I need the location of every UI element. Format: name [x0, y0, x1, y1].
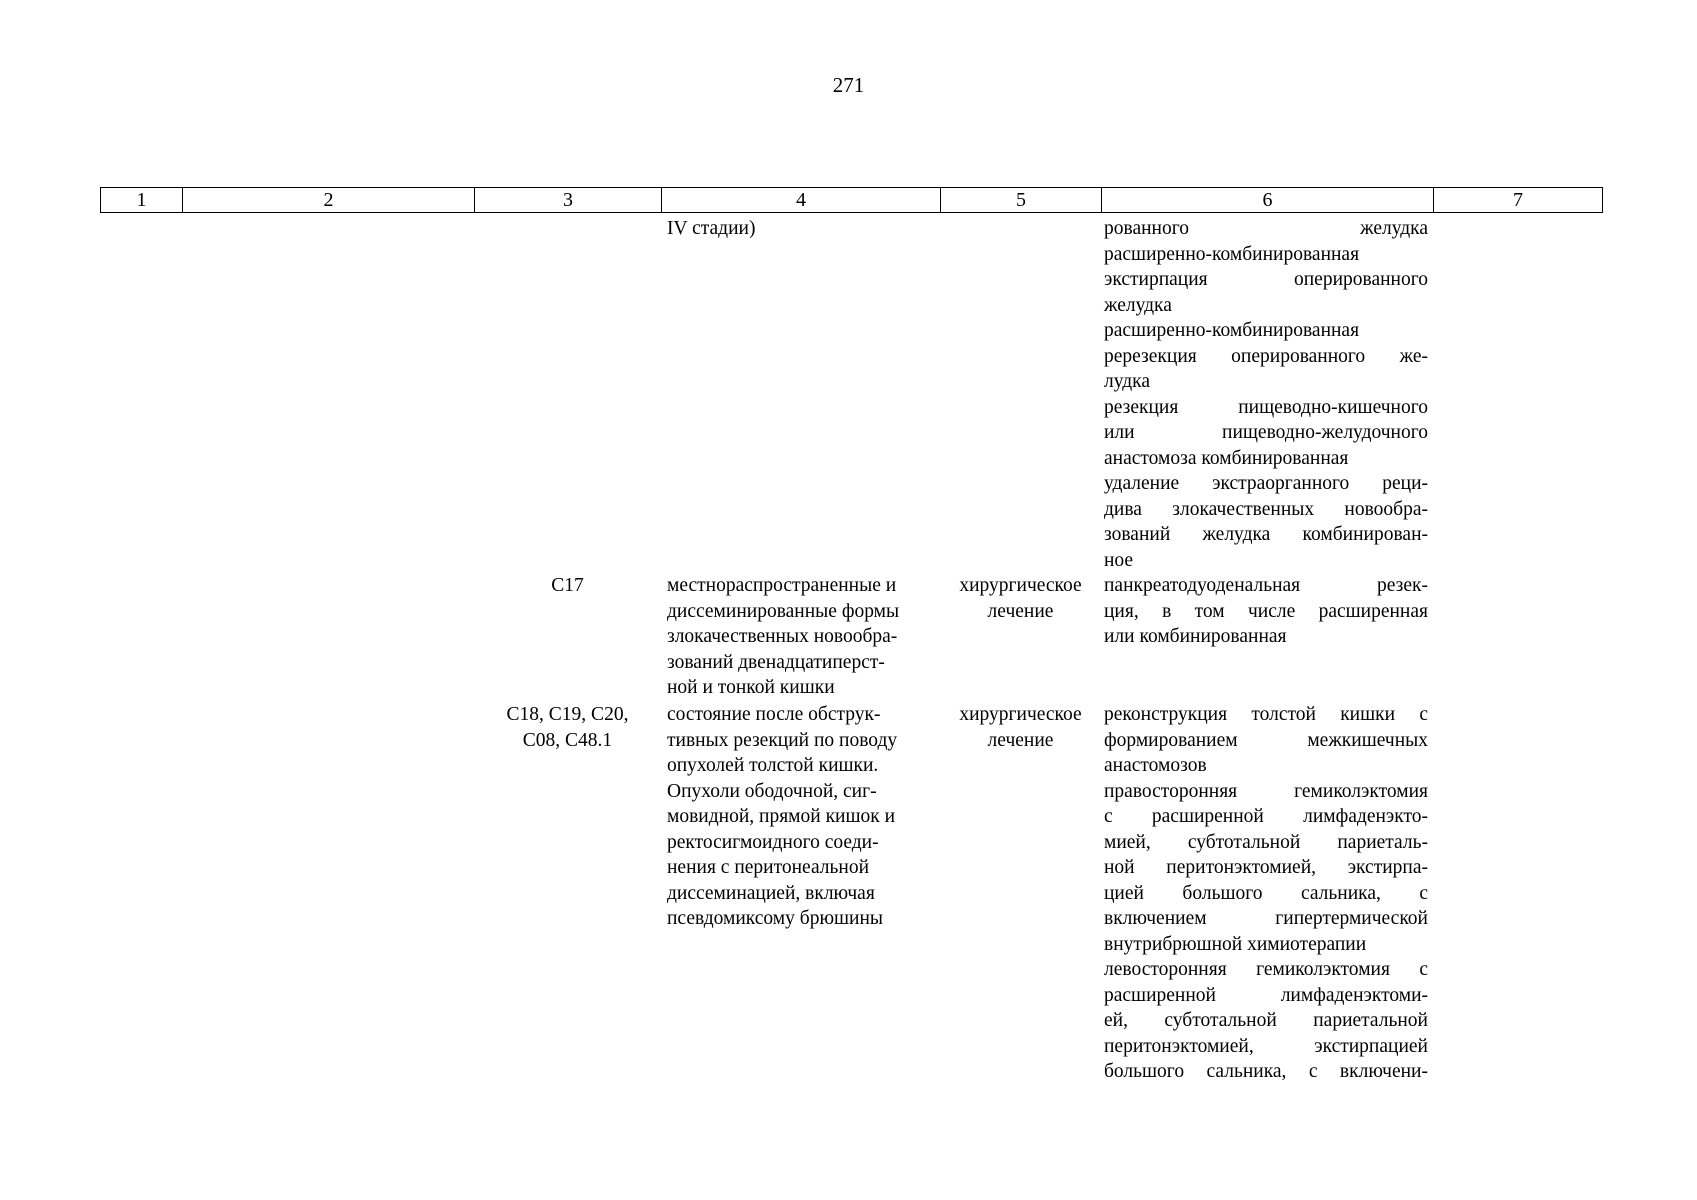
text-line: формированием межкишечных	[1104, 729, 1428, 751]
text-line: ной перитонэктомией, экстирпа-	[1104, 857, 1428, 878]
column-number-7: 7	[1434, 188, 1603, 213]
text-line: дива злокачественных новообра-	[1104, 498, 1428, 520]
text-line: с расширенной лимфаденэкто-	[1104, 806, 1428, 827]
text-line: лечение	[987, 729, 1054, 751]
text-line: включением гипертермической	[1104, 908, 1428, 929]
text-line: расширенно-комбинированная	[1104, 243, 1360, 265]
text-line: хирургическое	[959, 704, 1082, 725]
text-line: панкреатодуоденальная резек-	[1104, 575, 1428, 596]
row1-treatment-method-cell	[1104, 216, 1428, 573]
text-line: ей, субтотальной париетальной	[1104, 1010, 1428, 1031]
text-line: ререзекция оперированного же-	[1104, 345, 1428, 367]
text-line: С18, С19, С20,	[506, 704, 629, 725]
text-line: лечение	[987, 600, 1054, 622]
text-line: ректосигмоидного соеди-	[667, 831, 879, 853]
text-line: злокачественных новообра-	[667, 626, 898, 647]
text-line: нения с перитонеальной	[667, 857, 870, 878]
text-line: диссеминацией, включая	[667, 882, 875, 904]
text-line: местнораспространенные и	[667, 575, 897, 596]
text-line: удаление экстраорганного реци-	[1104, 473, 1428, 494]
row2-treatment-type-cell	[940, 573, 1101, 624]
text-line: IV стадии)	[667, 218, 756, 239]
row2-diagnosis-cell	[667, 573, 939, 701]
text-line: Опухоли ободочной, сиг-	[667, 780, 877, 802]
text-line: мией, субтотальной париеталь-	[1104, 831, 1428, 853]
text-line: диссеминированные формы	[667, 600, 900, 622]
text-line: расширенной лимфаденэктоми-	[1104, 984, 1428, 1006]
text-line: ное	[1104, 549, 1134, 571]
text-line: реконструкция толстой кишки с	[1104, 704, 1428, 725]
text-line: лудка	[1104, 371, 1151, 392]
text-line: перитонэктомией, экстирпацией	[1104, 1035, 1428, 1057]
text-line: анастомоза комбинированная	[1104, 447, 1349, 469]
column-number-4: 4	[662, 188, 941, 213]
text-line: экстирпация оперированного	[1104, 269, 1428, 290]
text-line: хирургическое	[959, 575, 1082, 596]
text-line: или комбинированная	[1104, 626, 1287, 647]
text-line: ция, в том числе расширенная	[1104, 600, 1428, 622]
text-line: правосторонняя гемиколэктомия	[1104, 780, 1428, 802]
text-line: цией большого сальника, с	[1104, 882, 1428, 904]
text-line: желудка	[1104, 294, 1172, 316]
column-number-2: 2	[183, 188, 475, 213]
text-line: С08, С48.1	[522, 729, 613, 751]
text-line: С17	[551, 575, 584, 596]
text-line: резекция пищеводно-кишечного	[1104, 396, 1428, 418]
text-line: ной и тонкой кишки	[667, 677, 835, 698]
text-line: состояние после обструк-	[667, 704, 881, 725]
row2-icd-code-cell	[474, 573, 661, 599]
text-line: внутрибрюшной химиотерапии	[1104, 933, 1367, 955]
column-number-3: 3	[475, 188, 662, 213]
row3-diagnosis-cell	[667, 702, 939, 932]
text-line: мовидной, прямой кишок и	[667, 806, 896, 827]
text-line: зований желудка комбинирован-	[1104, 524, 1428, 545]
row3-icd-code-cell	[474, 702, 661, 753]
page-number: 271	[832, 73, 865, 97]
row3-treatment-type-cell	[940, 702, 1101, 753]
column-number-6: 6	[1102, 188, 1434, 213]
text-line: псевдомиксому брюшины	[667, 908, 883, 929]
text-line: тивных резекций по поводу	[667, 729, 898, 751]
text-line: зований двенадцатиперст-	[667, 651, 885, 673]
text-line: опухолей толстой кишки.	[667, 755, 879, 776]
text-line: анастомозов	[1104, 755, 1207, 776]
text-line: рованного желудка	[1104, 218, 1428, 239]
text-line: расширенно-комбинированная	[1104, 320, 1360, 341]
column-number-header	[100, 187, 1603, 213]
row1-diagnosis-cell	[667, 216, 939, 242]
column-number-1: 1	[101, 188, 183, 213]
row2-treatment-method-cell	[1104, 573, 1428, 650]
text-line: большого сальника, с включени-	[1104, 1061, 1428, 1082]
text-line: левосторонняя гемиколэктомия с	[1104, 959, 1428, 980]
text-line: или пищеводно-желудочного	[1104, 422, 1428, 443]
row3-treatment-method-cell	[1104, 702, 1428, 1085]
column-number-5: 5	[941, 188, 1102, 213]
